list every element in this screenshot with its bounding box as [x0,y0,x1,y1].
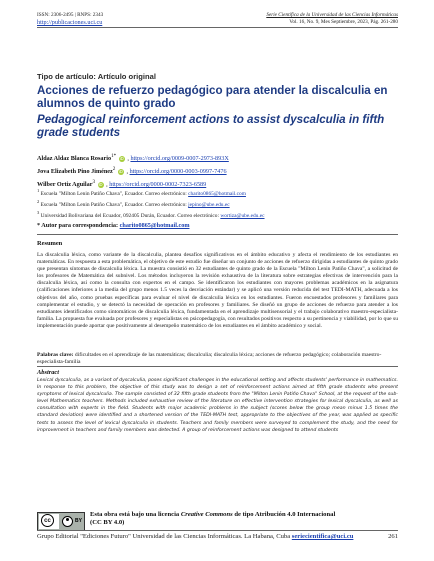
email-link[interactable]: jepino@ube.edu.ec [188,202,230,208]
orcid-link-2[interactable]: https://orcid.org/0000-0003-0997-7476 [129,168,227,176]
creative-commons-icon: cc [41,514,54,527]
footer-divider [37,530,398,531]
header-volume: Vol. 16, No. 9, Mes Septiembre, 2023, Pág. 261-280 [289,19,398,25]
license-text: Esta obra está bajo una licencia Creative Commons de tipo Atribución 4.0 Internacional (CC BY 4.0) [90,511,336,527]
cc-by-license-badge[interactable] [37,512,85,531]
author-1: Aldaz Aldaz Blanca Rosario$^{1*}$ iD , https://orcid.org/0009-0007-2973-893X [37,153,229,163]
keywords: Palabras clave: dificultades en el aprendizaje de las matemáticas; discalculia; discalculia léxica; acciones de refuerzo pedagógico; colaboración maestro-especialista-familia [37,352,382,366]
author-2: Jova Elizabeth Pino Jiménez$^2$ iD , https://orcid.org/0000-0003-0997-7476 [37,166,227,176]
affiliation-2: $^2$ Escuela "Milton Lenin Patiño Chava", Ecuador. Correo electrónico: jepino@ube.edu.ec [37,199,230,208]
header-journal: Serie Científica de la Universidad de las Ciencias Informáticas [266,12,398,18]
abstract-heading: Abstract [37,369,60,376]
correspondence-email-link[interactable]: charito0865@hotmail.com [119,222,190,229]
header-issn: ISSN: 2306-2495 | RNPS: 2343 [37,12,104,18]
orcid-link-3[interactable]: https://orcid.org/0000-0002-7323-6589 [109,181,207,189]
footer-email-link[interactable]: seriecientifica@uci.cu [291,533,354,540]
orcid-link-1[interactable]: https://orcid.org/0009-0007-2973-893X [130,155,229,163]
title-spanish: Acciones de refuerzo pedagógico para atender la discalculia en alumnos de quinto grado [37,84,388,110]
article-type: Tipo de artículo: Artículo original [37,72,156,81]
orcid-icon: iD [118,168,123,174]
abstract-body: Lexical dyscalculia, as a variant of dyscalculia, poses significant challenges in the educational setting and affects students' performance in mathematics. In response to this problem, the objective of this study was to design a set of reinforcement actions aimed at fifth grade students who present symptoms of lexical dyscalculia. The sample consisted of 32 fifth grade students from the "Milton Lenin Patiño Chava" School, at the request of the sub-level Mathematics teachers. Methods included exhaustive review of the literature on effective intervention strategies for lexical dyscalculia, as well as consultation with experts in the field. Students with major academic problems in the subject (scores below the group mean minus 1.5 times the standard deviation) were identified and a shortened version of the TEDI-MATH test, appropriate to the objectives of the year, was applied as specific tests to assess the level of lexical dyscalculia in students. Teachers and family members were surveyed to complement the study, and the need for improvement in teachers and family members was detected. A group of reinforcement actions was designed to attend students [37,378,398,433]
header-url-link[interactable]: http://publicaciones.uci.cu [37,19,103,26]
divider [37,366,398,367]
page-number: 261 [388,533,398,540]
header-divider [37,27,398,28]
author-3: Wilber Ortiz Aguilar$^3$ iD , https://orcid.org/0000-0002-7323-6589 [37,179,207,189]
cc-by-label: BY [75,518,82,524]
affiliations [37,187,407,221]
title-english: Pedagogical reinforcement actions to assist dyscalculia in fifth grade students [37,113,385,139]
resumen-heading: Resumen [37,240,63,247]
resumen-body: La discalculia léxica, como variante de la discalculia, plantea desafíos significativos en el ámbito educativo y afecta el rendimiento de los estudiantes en matemáticas. En respuesta a esta problemática, el objetivo de este estudio fue diseñar un conjunto de acciones de refuerzo dirigidas a estudiantes de quinto grado que presentan síntomas de discalculia léxica. La muestra consistió en 32 estudiantes de quinto grado de la Escuela "Milton Lenin Patiño Chava", a solicitud de los profesores de Matemática del subnivel. Los métodos incluyeron la revisión exhaustiva de la literatura sobre estrategias efectivas de intervención para la discalculia léxica, así como la consulta con expertos en el campo. Se identificaron los estudiantes con mayores problemas académicos en la asignatura (calificaciones inferiores a la media del grupo menos 1.5 veces la desviación estándar) y se aplicó una versión reducida del test TEDI-MATH, adecuada a los objetivos del año, como pruebas específicas para evaluar el nivel de discalculia léxica en los estudiantes. Fueron encuestados profesores y familiares para complementar el estudio, y se detectó la necesidad de operación en profesores y familiares. Se diseñó un grupo de acciones de refuerzo para atender a los estudiantes identificados como sintomáticos de discalculia léxica, fundamentada en el aprendizaje multisensorial y el trabajo colaborativo maestro-especialista-familia. La propuesta fue evaluada por profesores y especialistas en psicopedagogía, con resultados positivos respecto a su pertinencia y viabilidad, por lo que su implementación puede aportar que positivamente al desempeño matemático de los estudiantes en el ámbito académico y social. [37,252,398,329]
email-link[interactable]: wortiza@ube.edu.ec [220,213,265,220]
affiliation-3: $^3$ Universidad Bolivariana del Ecuador, 092405 Durán, Ecuador. Correo electrónico: wortiza@ube.edu.ec [37,210,265,220]
footer: Grupo Editorial "Ediciones Futuro" Universidad de las Ciencias Informáticas. La Habana, Cuba seriecientifica@uci.cu [37,533,354,540]
correspondence: * Autor para correspondencia: charito0865@hotmail.com [37,222,190,229]
email-link[interactable]: charito0865@hotmail.com [188,190,246,197]
orcid-icon: iD [98,181,103,187]
affiliation-1: $^1$ Escuela "Milton Lenin Patiño Chava", Ecuador. Correo electrónico: charito0865@hotmail.com [37,188,246,197]
author-list [37,151,407,190]
divider [37,234,398,235]
orcid-icon: iD [119,155,124,161]
attribution-person-icon [62,516,73,527]
